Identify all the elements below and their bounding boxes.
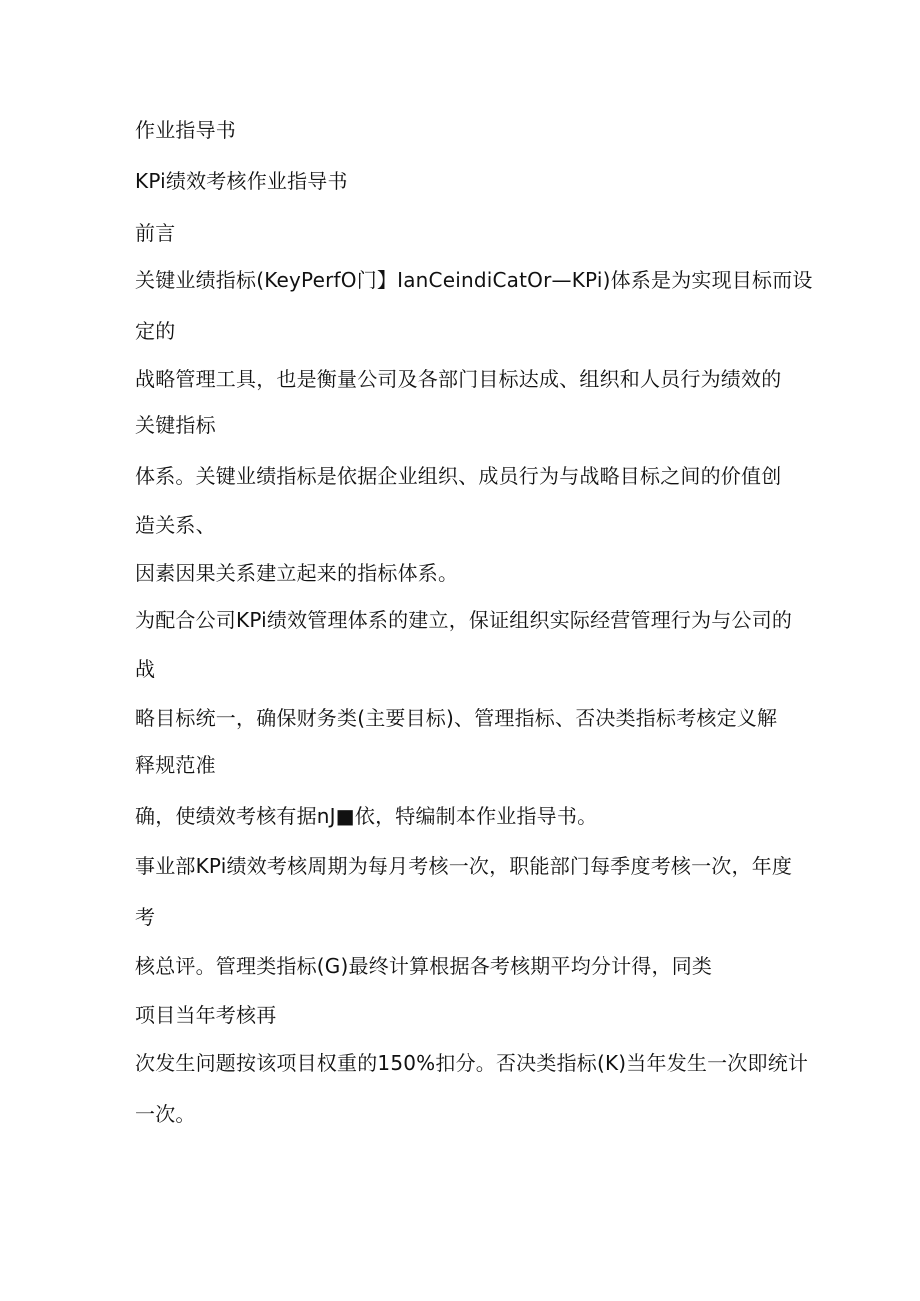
body-line: 关键指标 xyxy=(135,413,216,437)
body-line: 略目标统一，确保财务类(主要目标)、管理指标、否决类指标考核定义解 xyxy=(135,706,778,730)
section-heading-preface: 前言 xyxy=(135,221,176,245)
body-line: 考 xyxy=(135,905,156,929)
body-line: 次发生问题按该项目权重的150%扣分。否决类指标(K)当年发生一次即统计 xyxy=(135,1051,809,1075)
doc-header: 作业指导书 xyxy=(135,118,236,142)
body-line: 确，使绩效考核有据nJ■依，特编制本作业指导书。 xyxy=(135,804,598,828)
body-line: 造关系、 xyxy=(135,513,216,537)
doc-title: KPi绩效考核作业指导书 xyxy=(135,169,348,193)
body-line: 一次。 xyxy=(135,1102,196,1126)
body-line: 为配合公司KPi绩效管理体系的建立，保证组织实际经营管理行为与公司的 xyxy=(135,608,793,632)
body-line: 战 xyxy=(135,657,156,681)
body-line: 战略管理工具，也是衡量公司及各部门目标达成、组织和人员行为绩效的 xyxy=(135,367,782,391)
body-line: 关键业绩指标(KeyPerfO门】IanCeindiCatOr—KPi)体系是为实现目标而设 xyxy=(135,268,813,292)
body-line: 项目当年考核再 xyxy=(135,1003,277,1027)
body-line: 事业部KPi绩效考核周期为每月考核一次，职能部门每季度考核一次，年度 xyxy=(135,854,793,878)
body-line: 体系。关键业绩指标是依据企业组织、成员行为与战略目标之间的价值创 xyxy=(135,464,782,488)
body-line: 因素因果关系建立起来的指标体系。 xyxy=(135,561,459,585)
body-line: 释规范准 xyxy=(135,753,216,777)
body-line: 定的 xyxy=(135,319,176,343)
body-line: 核总评。管理类指标(G)最终计算根据各考核期平均分计得，同类 xyxy=(135,954,713,978)
